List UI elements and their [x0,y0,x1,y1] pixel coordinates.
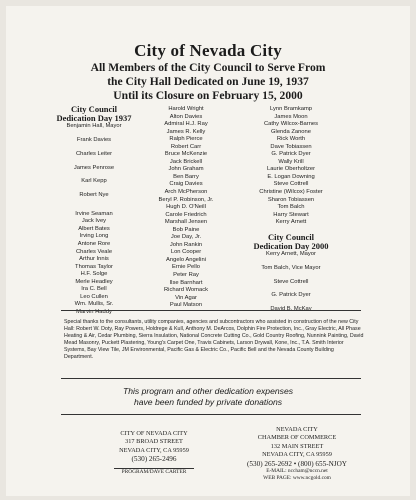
member-name: Ben Barry [173,173,199,180]
member-list [140,106,232,310]
member-name: John Graham [168,166,204,173]
member-name: John Rankin [169,241,203,248]
member-name: E. Logan Downing [267,173,315,180]
member-name: Antone Rore [77,241,111,247]
member-name: Steve Cottrell [273,181,309,188]
member-name: Sharon Tobiassen [267,196,315,203]
member-name: Dave Tobiassen [270,143,312,150]
org-street: 317 BROAD STREET [125,438,183,446]
member-name: Carole Friedrich [165,211,207,218]
member-name: Tom Balch, Vice Mayor [261,264,321,271]
funding-line: This program and other dedication expenses [122,386,294,396]
org-phone: (530) 265-2692 • (800) 655-NJOY [247,459,347,468]
member-name: Wm. Mullis, Sr. [74,301,114,308]
org-phone: (530) 265-2496 [131,455,177,464]
member-name: Alton Davies [169,113,203,120]
member-name: Tom Balch [277,204,305,211]
column-members-2 [140,106,232,310]
divider [61,310,361,311]
member-name: Paul Matson [169,302,203,309]
member-name: Bruce McKenzie [164,151,208,158]
subtitle-line: the City Hall Dedicated on June 19, 1937 [107,75,309,88]
council-2000-heading [232,233,350,251]
member-name: Robert Nye [79,192,109,199]
org-city: NEVADA CITY, CA 95959 [119,446,189,454]
subtitle-line: Until its Closure on February 15, 2000 [113,89,303,102]
city-contact-block [92,430,216,476]
member-name: Jack Ivey [81,218,107,225]
member-name: Lon Cooper [170,249,202,256]
member-name: Charles Veale [75,248,113,255]
member-name: Marvin Haddy [76,308,112,315]
org-street: 132 MAIN STREET [270,442,324,450]
member-name: Joe Day, Jr. [170,234,202,241]
member-name: Ilse Barnhart [169,279,203,286]
member-name: Craig Davies [169,181,203,188]
member-name: Christine (Wilcox) Foster [259,189,323,196]
funding-line: have been funded by private donations [133,397,283,407]
council-1937-heading [48,105,140,123]
member-name: Kerry Arnett [275,219,307,226]
program-credit: PROGRAM/DAVE CARTER [121,468,187,475]
member-name: Richard Womack [163,287,209,294]
heading-line: City Council [70,104,118,114]
member-list [48,211,140,317]
member-name: Steve Cottrell [273,278,309,285]
member-name: James Moon [274,113,308,120]
member-name: James R. Kelly [166,128,206,135]
member-name: Robert Carr [170,143,202,150]
member-name: Charles Leiter [75,150,113,157]
member-name: Cathy Wilcox-Barnes [263,121,319,128]
heading-line: Dedication Day 1937 [56,113,132,124]
divider [61,414,361,415]
org-email: E-MAIL: nccham@nccn.net [266,468,328,475]
member-name: Vin Agar [175,294,197,301]
member-name: Wally Krill [278,158,304,165]
member-name: Harry Stewart [273,211,309,218]
member-name: Thomas Taylor [75,263,113,270]
member-name: H.F. Solge [80,271,108,278]
column-1937-council [48,105,140,316]
subtitle-line: All Members of the City Council to Serve From [90,61,326,74]
member-name: Irvine Seaman [75,210,113,217]
org-city: NEVADA CITY, CA 95959 [262,451,332,459]
org-name: NEVADA CITY [276,426,318,433]
member-name: Benjamin Hall, Mayor [66,123,122,130]
member-name: Leo Cullen [80,293,108,300]
chamber-contact-block [232,426,362,482]
member-name: Ralph Pierce [169,136,203,143]
page-subtitle [6,61,410,103]
member-name: G. Patrick Dyer [271,292,311,299]
member-name: Merle Headley [75,278,113,285]
heading-line: Dedication Day 2000 [253,240,329,251]
member-name: Rick Worth [276,136,306,143]
heading-line: City Council [267,231,315,242]
member-list [232,106,350,227]
member-name: Lynn Bramkamp [270,106,312,112]
member-name: Arch McPherson [164,189,208,196]
member-name: Kerry Arnett, Mayor [266,251,316,258]
member-name: James Penrose [73,164,115,171]
member-name: G. Patrick Dyer [271,151,311,158]
page-title: City of Nevada City [134,41,282,60]
divider [61,378,361,379]
column-members-3 [232,106,350,314]
special-thanks-text: Special thanks to the consultants, utility companies, agencies and subcontractors who assisted in construction of the new City Hall: Robert W. Doty, Ray Powers, Holdrege & Kull, Anthony M. DeArcos, Dolphin Fire Protection, Inc., Gray Electric, All Phase Heating & Air, Cedar Plumbing, Sierra Insulation, National Concrete Cutting Co., Gold Country Roofing, Nunnink Painting, David Mead Masonry, Puckett Plastering, Young's Carpet One, Travis Cabinets, Larson Drywall, Kone, Inc., T.A. Smith Interior Systems, Bay View Tile, JM Environmental, Pacific Gas & Electric Co., Pacific Bell and the Nevada County Building Department. [64,319,364,361]
member-name: Laurie Oberholtzer [266,166,315,173]
org-website: WEB PAGE: www.ncgold.com [263,475,331,482]
funding-note [6,386,410,408]
member-name: Marshall Jensen [164,219,208,226]
member-name: Ernie Pello [171,264,201,271]
member-name: Angelo Angelini [166,256,206,263]
member-name: Frank Davies [76,137,112,144]
org-name: CHAMBER OF COMMERCE [257,434,337,442]
member-name: Karl Kepp [81,178,107,185]
member-name: Beryl P. Robinson, Jr. [158,196,214,203]
member-name: Harold Wright [168,106,204,112]
member-name: Peter Ray [173,272,199,279]
member-name: Albert Bates [78,225,110,232]
org-name: CITY OF NEVADA CITY [120,430,188,437]
member-name: Jack Brickell [169,158,203,165]
member-name: Bob Paine [172,226,200,233]
program-page [6,6,410,496]
member-name: Arthur Innis [79,256,109,263]
member-name: Glenda Zanone [271,128,311,135]
member-name: Irving Long [79,233,109,240]
member-name: David B. McKay [270,306,312,313]
member-name: Ira C. Bell [81,286,107,293]
member-name: Admiral H.J. Ray [164,121,208,128]
member-name: Hugh D. O'Neill [166,204,206,211]
